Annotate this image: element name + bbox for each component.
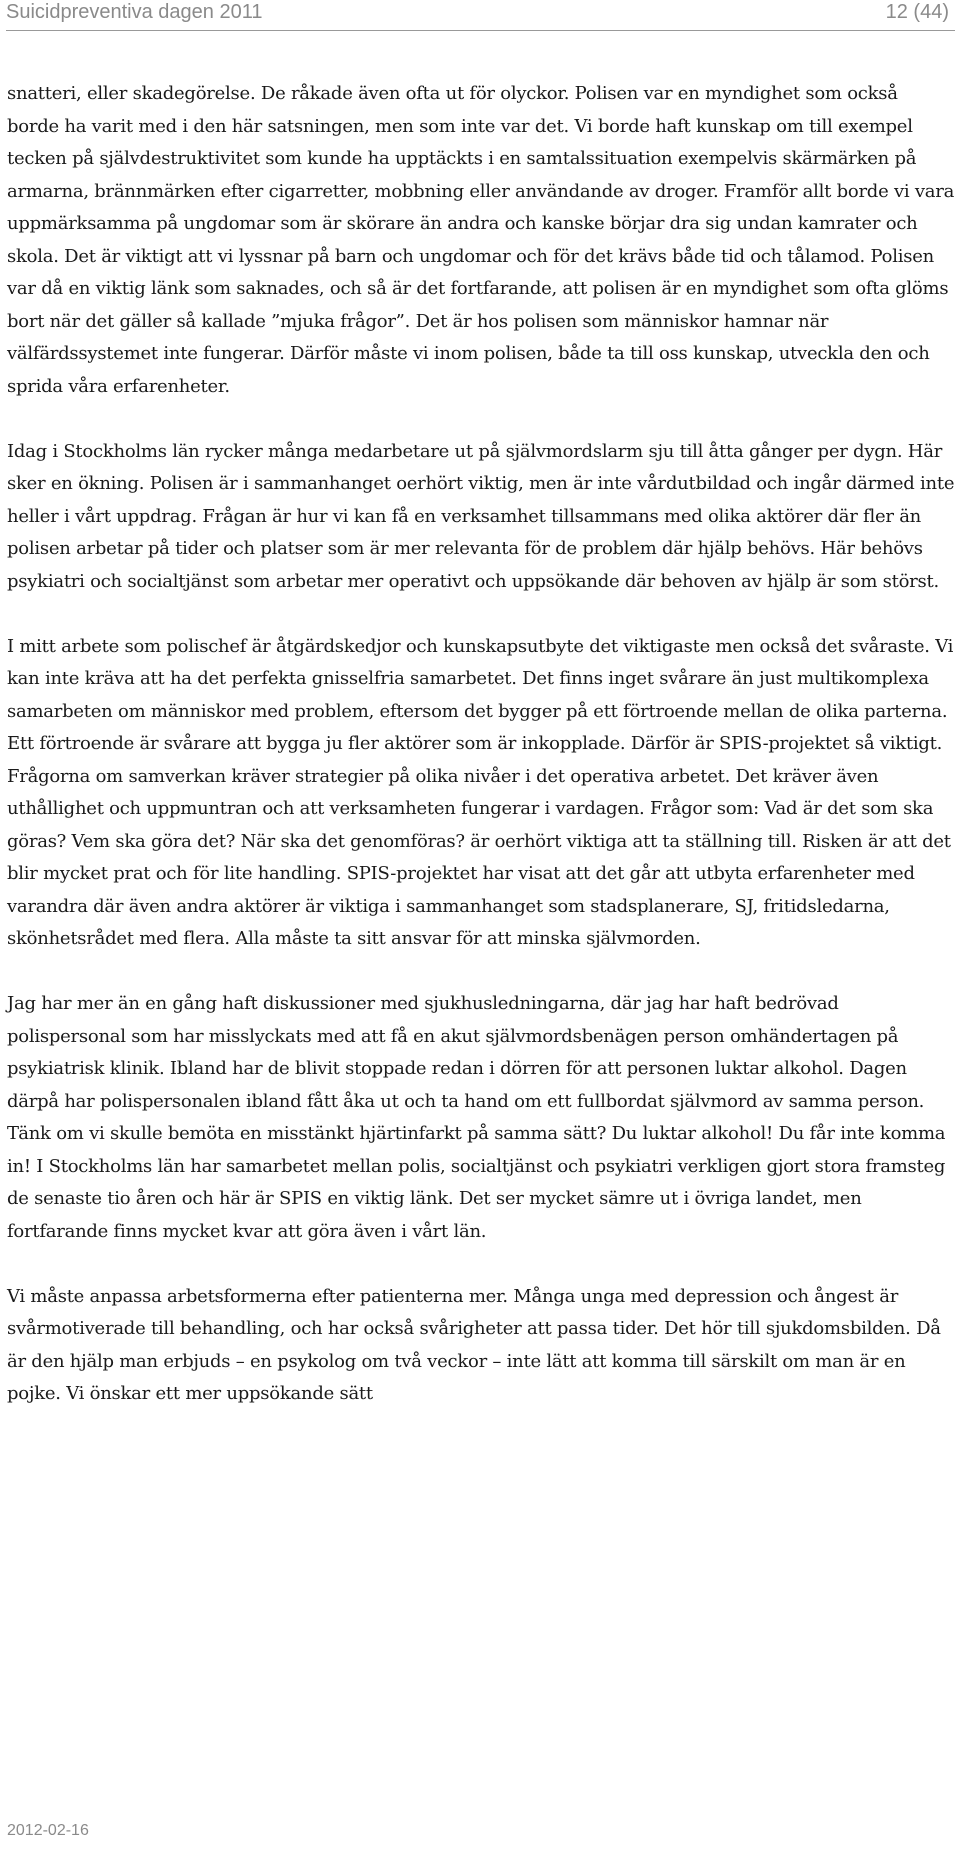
paragraph: Vi måste anpassa arbetsformerna efter patienterna mer. Många unga med depression och ångest är svårmotiverade till behandling, och har också svårigheter att passa tider. Det hör till sjukdomsbilden. Då är den hjälp man erbjuds – en psykolog om två veckor – inte lätt att komma till särskilt om man är en pojke. Vi önskar ett mer uppsökande sätt [7, 1285, 941, 1404]
document-body [7, 78, 955, 1411]
document-title: Suicidpreventiva dagen 2011 [6, 1, 263, 23]
page-footer-date: 2012-02-16 [7, 1822, 89, 1839]
page-header [6, 0, 955, 31]
page-number: 12 (44) [885, 1, 949, 23]
paragraph: I mitt arbete som polischef är åtgärdskedjor och kunskapsutbyte det viktigaste men också det svåraste. Vi kan inte kräva att ha det perfekta gnisselfria samarbetet. Det finns inget svårare än just multikomplexa samarbeten om människor med problem, eftersom det bygger på ett förtroende mellan de olika parterna. Ett förtroende är svårare att bygga ju fler aktörer som är inkopplade. Därför är SPIS-projektet så viktigt. Frågorna om samverkan kräver strategier på olika nivåer i det operativa arbetet. Det kräver även uthållighet och uppmuntran och att verksamheten fungerar i vardagen. Frågor som: Vad är det som ska göras? Vem ska göra det? När ska det genomföras? är oerhört viktiga att ta ställning till. Risken är att det blir mycket prat och för lite handling. SPIS-projektet har visat att det går att utbyta erfarenheter med varandra där även andra aktörer är viktiga i sammanhanget som stadsplanerare, SJ, fritidsledarna, skönhetsrådet med flera. Alla måste ta sitt ansvar för att minska självmorden. [7, 635, 954, 949]
paragraph: snatteri, eller skadegörelse. De råkade även ofta ut för olyckor. Polisen var en myndighet som också borde ha varit med i den här satsningen, men som inte var det. Vi borde haft kunskap om till exempel tecken på självdestruktivitet som kunde ha upptäckts i en samtalssituation exempelvis skärmärken på armarna, brännmärken efter cigarretter, mobbning eller användande av droger. Framför allt borde vi vara uppmärksamma på ungdomar som är skörare än andra och kanske börjar dra sig undan kamrater och skola. Det är viktigt att vi lyssnar på barn och ungdomar och för det krävs både tid och tålamod. Polisen var då en viktig länk som saknades, och så är det fortfarande, att polisen är en myndighet som ofta glöms bort när det gäller så kallade ”mjuka frågor”. Det är hos polisen som människor hamnar när välfärdssystemet inte fungerar. Därför måste vi inom polisen, både ta till oss kunskap, utveckla den och sprida våra erfarenheter. [7, 83, 955, 397]
paragraph: Idag i Stockholms län rycker många medarbetare ut på självmordslarm sju till åtta gånger per dygn. Här sker en ökning. Polisen är i sammanhanget oerhört viktig, men är inte vårdutbildad och ingår därmed inte heller i vårt uppdrag. Frågan är hur vi kan få en verksamhet tillsammans med olika aktörer där fler än polisen arbetar på tider och platser som är mer relevanta för de problem där hjälp behövs. Här behövs psykiatri och socialtjänst som arbetar mer operativt och uppsökande där behoven av hjälp är som störst. [7, 440, 955, 592]
paragraph: Jag har mer än en gång haft diskussioner med sjukhusledningarna, där jag har haft bedrövad polispersonal som har misslyckats med att få en akut självmordsbenägen person omhändertagen på psykiatrisk klinik. Ibland har de blivit stoppade redan i dörren för att personen luktar alkohol. Dagen därpå har polispersonalen ibland fått åka ut och ta hand om ett fullbordat självmord av samma person. Tänk om vi skulle bemöta en misstänkt hjärtinfarkt på samma sätt? Du luktar alkohol! Du får inte komma in! I Stockholms län har samarbetet mellan polis, socialtjänst och psykiatri verkligen gjort stora framsteg de senaste tio åren och här är SPIS en viktig länk. Det ser mycket sämre ut i övriga landet, men fortfarande finns mycket kvar att göra även i vårt län. [7, 993, 946, 1242]
